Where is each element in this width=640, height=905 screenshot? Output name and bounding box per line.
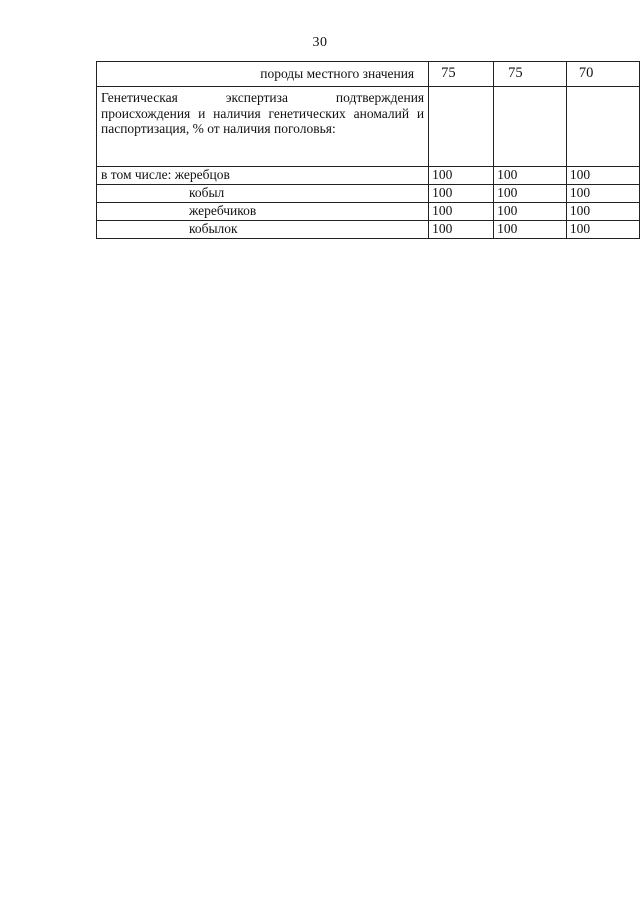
value-cell: 100	[429, 203, 494, 221]
data-table	[96, 61, 640, 239]
value-cell: 100	[566, 185, 639, 203]
value-cell: 100	[429, 221, 494, 239]
value-cell: 100	[566, 203, 639, 221]
row-label: жеребчиков	[97, 203, 429, 221]
value-cell	[566, 87, 639, 167]
row-label: кобыл	[97, 185, 429, 203]
value-cell: 100	[429, 185, 494, 203]
value-cell: 100	[566, 221, 639, 239]
value-cell	[494, 87, 567, 167]
row-label: в том числе: жеребцов	[97, 167, 429, 185]
value-cell	[429, 87, 494, 167]
value-cell: 100	[566, 167, 639, 185]
value-cell: 100	[494, 167, 567, 185]
page-number: 30	[312, 35, 328, 50]
table-row-genetic-expertise	[97, 87, 640, 167]
value-cell: 75	[494, 62, 567, 87]
value-cell: 100	[494, 221, 567, 239]
table-row-stallions	[97, 167, 640, 185]
value-cell: 100	[494, 185, 567, 203]
table-row-colts	[97, 203, 640, 221]
value-cell: 100	[494, 203, 567, 221]
table-row-local-breeds	[97, 62, 640, 87]
table-row-fillies	[97, 221, 640, 239]
value-cell: 100	[429, 167, 494, 185]
row-label: Генетическая экспертиза подтверждения происхождения и наличия генетических аномалий и паспортизация, % от наличия поголовья:	[97, 87, 429, 167]
row-label: кобылок	[97, 221, 429, 239]
row-label: породы местного значения	[97, 62, 429, 87]
value-cell: 75	[429, 62, 494, 87]
value-cell: 70	[566, 62, 639, 87]
table-row-mares	[97, 185, 640, 203]
